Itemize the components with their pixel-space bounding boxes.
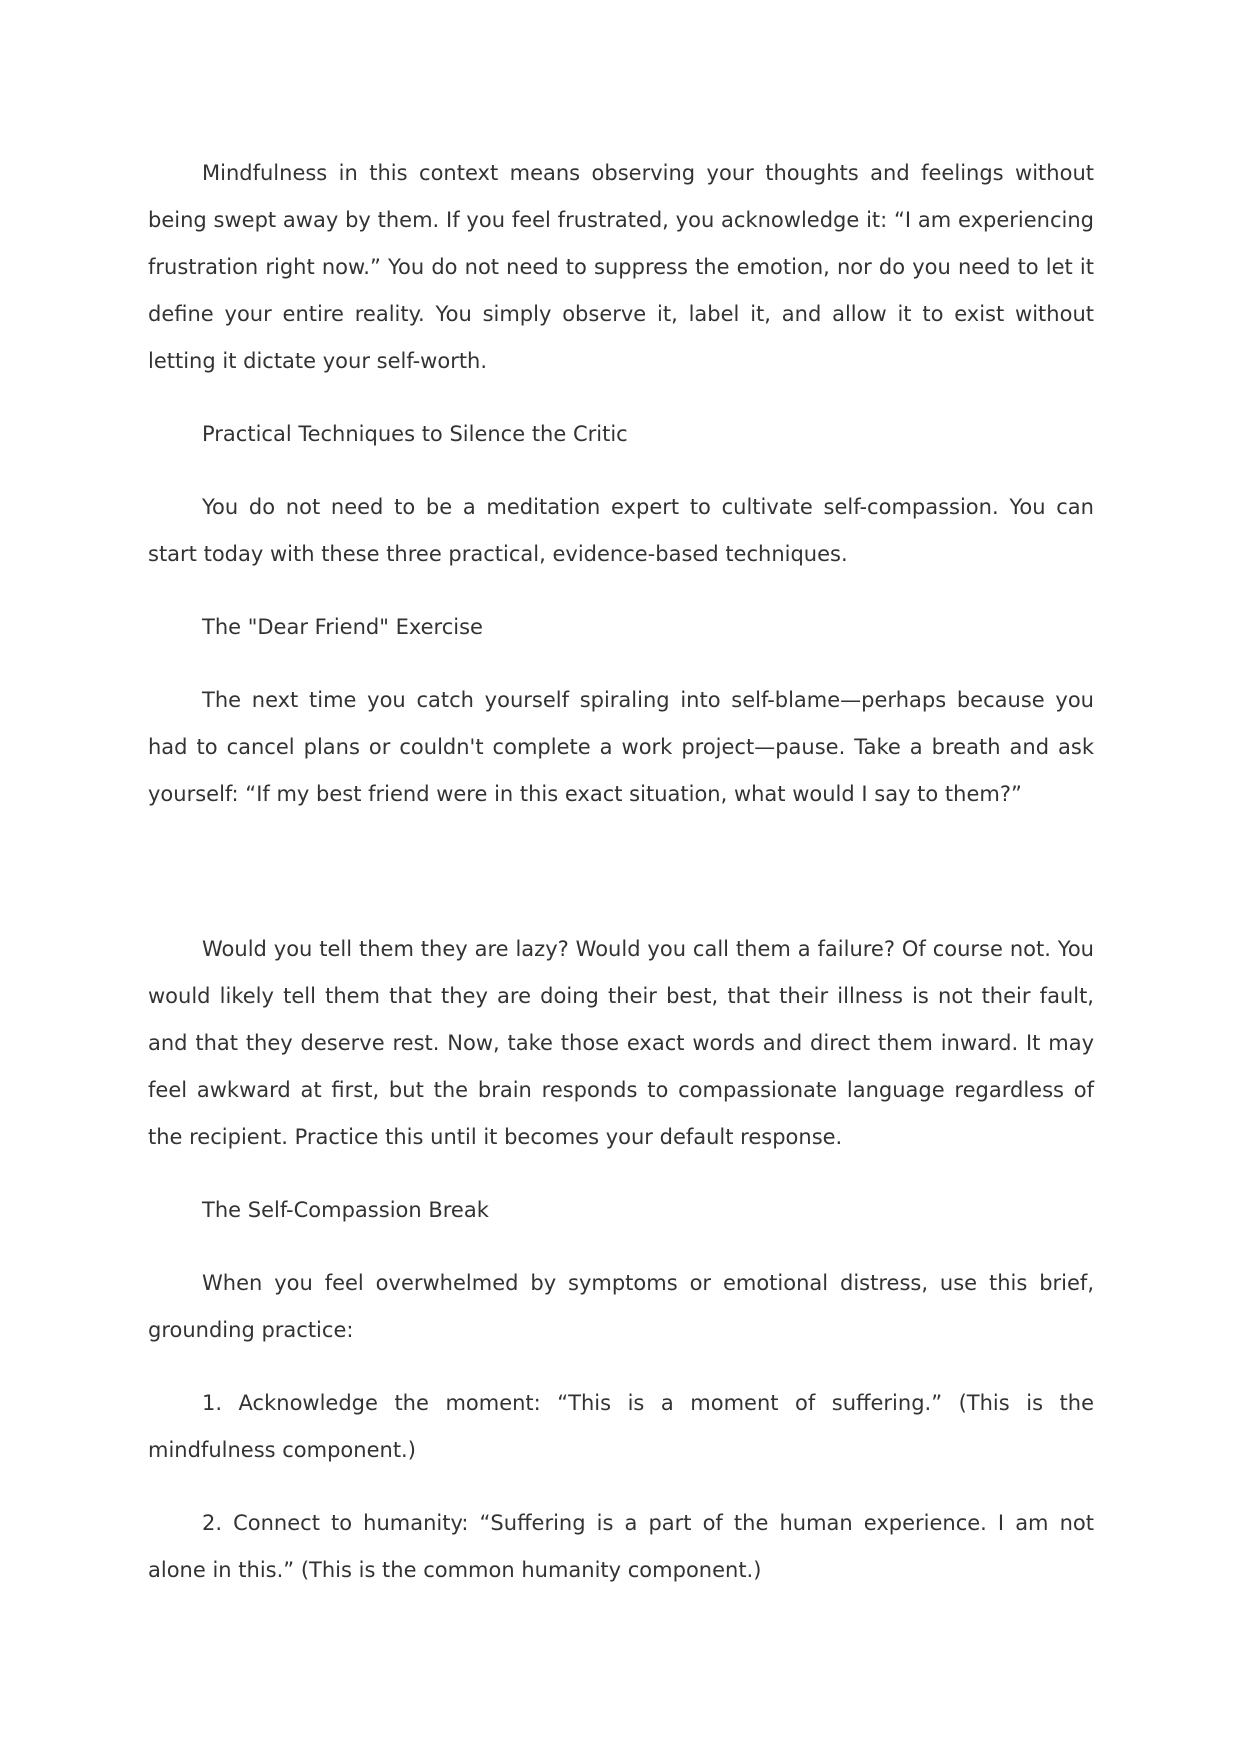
paragraph-dear-friend: The next time you catch yourself spiraling into self-blame—perhaps because you had to cancel plans or couldn't complete a work project—pause. Take a breath and ask yourself: “If my best friend were in this exact situation, what would I say to them?” bbox=[148, 688, 1094, 806]
paragraph-would-you: Would you tell them they are lazy? Would you call them a failure? Of course not. You would likely tell them that they are doing their best, that their illness is not their fault, and that they deserve rest. Now, take those exact words and direct them inward. It may feel awkward at first, but the brain responds to compassionate language regardless of the recipient. Practice this until it becomes your default response. bbox=[148, 937, 1094, 1149]
paragraph-break-intro: When you feel overwhelmed by symptoms or emotional distress, use this brief, grounding practice: bbox=[148, 1271, 1094, 1342]
heading-dear-friend: The "Dear Friend" Exercise bbox=[202, 615, 483, 639]
paragraph-techniques-intro: You do not need to be a meditation expert to cultivate self-compassion. You can start today with these three practical, evidence-based techniques. bbox=[148, 495, 1094, 566]
heading-practical-techniques: Practical Techniques to Silence the Critic bbox=[202, 422, 628, 446]
list-item-acknowledge: 1. Acknowledge the moment: “This is a moment of suffering.” (This is the mindfulness component.) bbox=[148, 1391, 1094, 1462]
list-item-connect: 2. Connect to humanity: “Suffering is a part of the human experience. I am not alone in this.” (This is the common humanity component.) bbox=[148, 1511, 1094, 1582]
document-body bbox=[148, 150, 1094, 1594]
paragraph-mindfulness: Mindfulness in this context means observing your thoughts and feelings without being swept away by them. If you feel frustrated, you acknowledge it: “I am experiencing frustration right now.” You do not need to suppress the emotion, nor do you need to let it define your entire reality. You simply observe it, label it, and allow it to exist without letting it dictate your self-worth. bbox=[148, 161, 1094, 373]
heading-self-compassion-break: The Self-Compassion Break bbox=[202, 1198, 489, 1222]
